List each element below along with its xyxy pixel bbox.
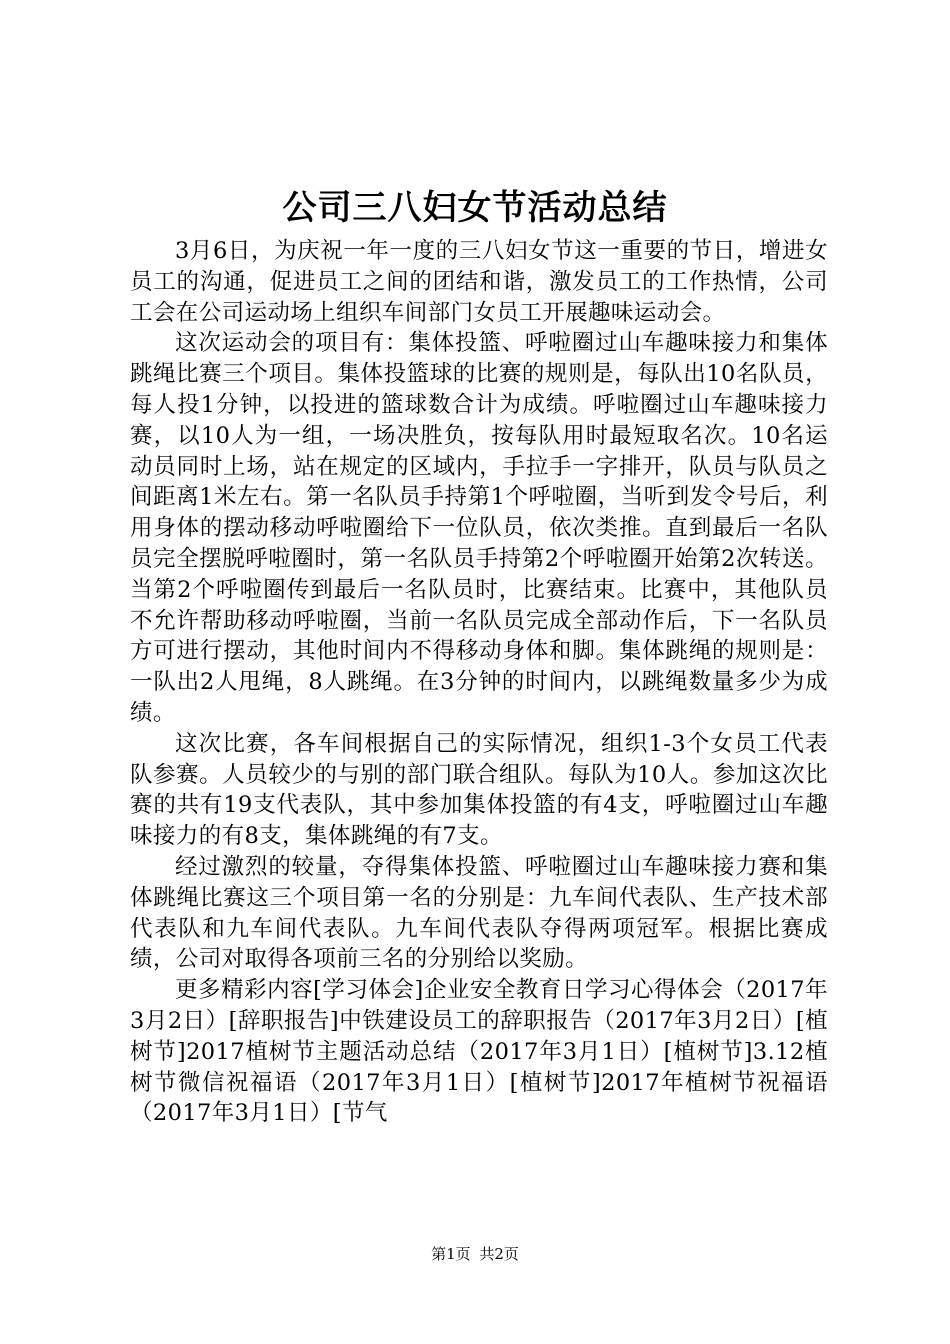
page-total: 共2页 [479,1245,519,1263]
document-body [130,236,828,1129]
paragraph-teams: 这次比赛，各车间根据自己的实际情况，组织1-3个女员工代表队参赛。人员较少的与别的部门联合组队。每队为10人。参加这次比赛的共有19支代表队，其中参加集体投篮的有4支，呼啦圈过山车趣味接力的有8支，集体跳绳的有7支。 [130,730,828,850]
page-footer [0,1244,950,1264]
paragraph-results: 经过激烈的较量，夺得集体投篮、呼啦圈过山车趣味接力赛和集体跳绳比赛这三个项目第一名的分别是：九车间代表队、生产技术部代表队和九车间代表队。九车间代表队夺得两项冠军。根据比赛成绩，公司对取得各项前三名的分别给以奖励。 [130,853,828,973]
page-number: 第1页 [431,1245,471,1263]
paragraph-intro: 3月6日，为庆祝一年一度的三八妇女节这一重要的节日，增进女员工的沟通，促进员工之间的团结和谐，激发员工的工作热情，公司工会在公司运动场上组织车间部门女员工开展趣味运动会。 [130,238,828,326]
paragraph-more-content: 更多精彩内容[学习体会]企业安全教育日学习心得体会（2017年3月2日）[辞职报告]中铁建设员工的辞职报告（2017年3月2日）[植树节]2017植树节主题活动总结（2017年3月1日）[植树节]3.12植树节微信祝福语（2017年3月1日）[植树节]2017年植树节祝福语（2017年3月1日）[节气 [130,977,828,1127]
document-title: 公司三八妇女节活动总结 [282,188,668,228]
paragraph-events: 这次运动会的项目有：集体投篮、呼啦圈过山车趣味接力和集体跳绳比赛三个项目。集体投篮球的比赛的规则是，每队出10名队员，每人投1分钟，以投进的篮球数合计为成绩。呼啦圈过山车趣味接力赛，以10人为一组，一场决胜负，按每队用时最短取名次。10名运动员同时上场，站在规定的区域内，手拉手一字排开，队员与队员之间距离1米左右。第一名队员手持第1个呼啦圈，当听到发令号后，利用身体的摆动移动呼啦圈给下一位队员，依次类推。直到最后一名队员完全摆脱呼啦圈时，第一名队员手持第2个呼啦圈开始第2次转送。当第2个呼啦圈传到最后一名队员时，比赛结束。比赛中，其他队员不允许帮助移动呼啦圈，当前一名队员完成全部动作后，下一名队员方可进行摆动，其他时间内不得移动身体和脚。集体跳绳的规则是：一队出2人甩绳，8人跳绳。在3分钟的时间内，以跳绳数量多少为成绩。 [130,330,828,726]
